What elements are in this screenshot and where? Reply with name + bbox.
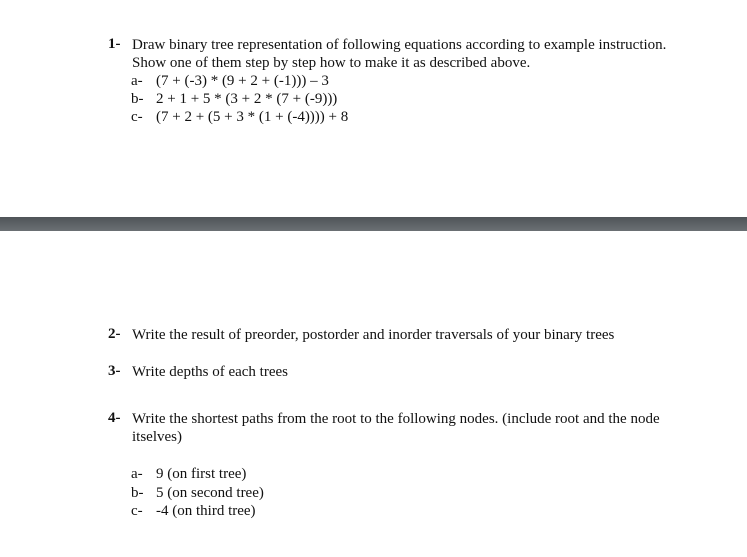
list-item-text: (7 + (-3) * (9 + 2 + (-1))) – 3: [156, 73, 329, 89]
question-number: 1-: [108, 36, 121, 52]
question-text-line-2: Show one of them step by step how to make it as described above.: [132, 55, 531, 71]
list-item-text: 9 (on first tree): [156, 466, 247, 482]
list-item-label: a-: [131, 466, 143, 482]
question-text: Write the result of preorder, postorder and inorder traversals of your binary trees: [132, 327, 615, 343]
list-item: [131, 502, 256, 520]
list-item-label: c-: [131, 503, 143, 519]
question-text-line-1: Draw binary tree representation of following equations according to example instruction.: [132, 37, 667, 53]
page-top: [0, 0, 747, 217]
list-item-text: 5 (on second tree): [156, 485, 264, 501]
question-text-line-2: itselves): [132, 429, 182, 445]
list-item: [131, 484, 264, 502]
list-item: [131, 108, 348, 126]
question-text: Write depths of each trees: [132, 364, 288, 380]
list-item: [131, 90, 337, 108]
list-item-label: c-: [131, 109, 143, 125]
page-bottom: [0, 231, 747, 557]
question-number: 2-: [108, 326, 121, 342]
page-separator: [0, 217, 747, 231]
question-number: 4-: [108, 410, 121, 426]
list-item-label: b-: [131, 485, 144, 501]
list-item-text: -4 (on third tree): [156, 503, 256, 519]
list-item: [131, 465, 246, 483]
list-item: [131, 72, 329, 90]
list-item-text: 2 + 1 + 5 * (3 + 2 * (7 + (-9))): [156, 91, 338, 107]
list-item-label: a-: [131, 73, 143, 89]
question-text-line-1: Write the shortest paths from the root to the following nodes. (include root and the node: [132, 411, 660, 427]
list-item-text: (7 + 2 + (5 + 3 * (1 + (-4)))) + 8: [156, 109, 349, 125]
list-item-label: b-: [131, 91, 144, 107]
question-number: 3-: [108, 363, 121, 379]
